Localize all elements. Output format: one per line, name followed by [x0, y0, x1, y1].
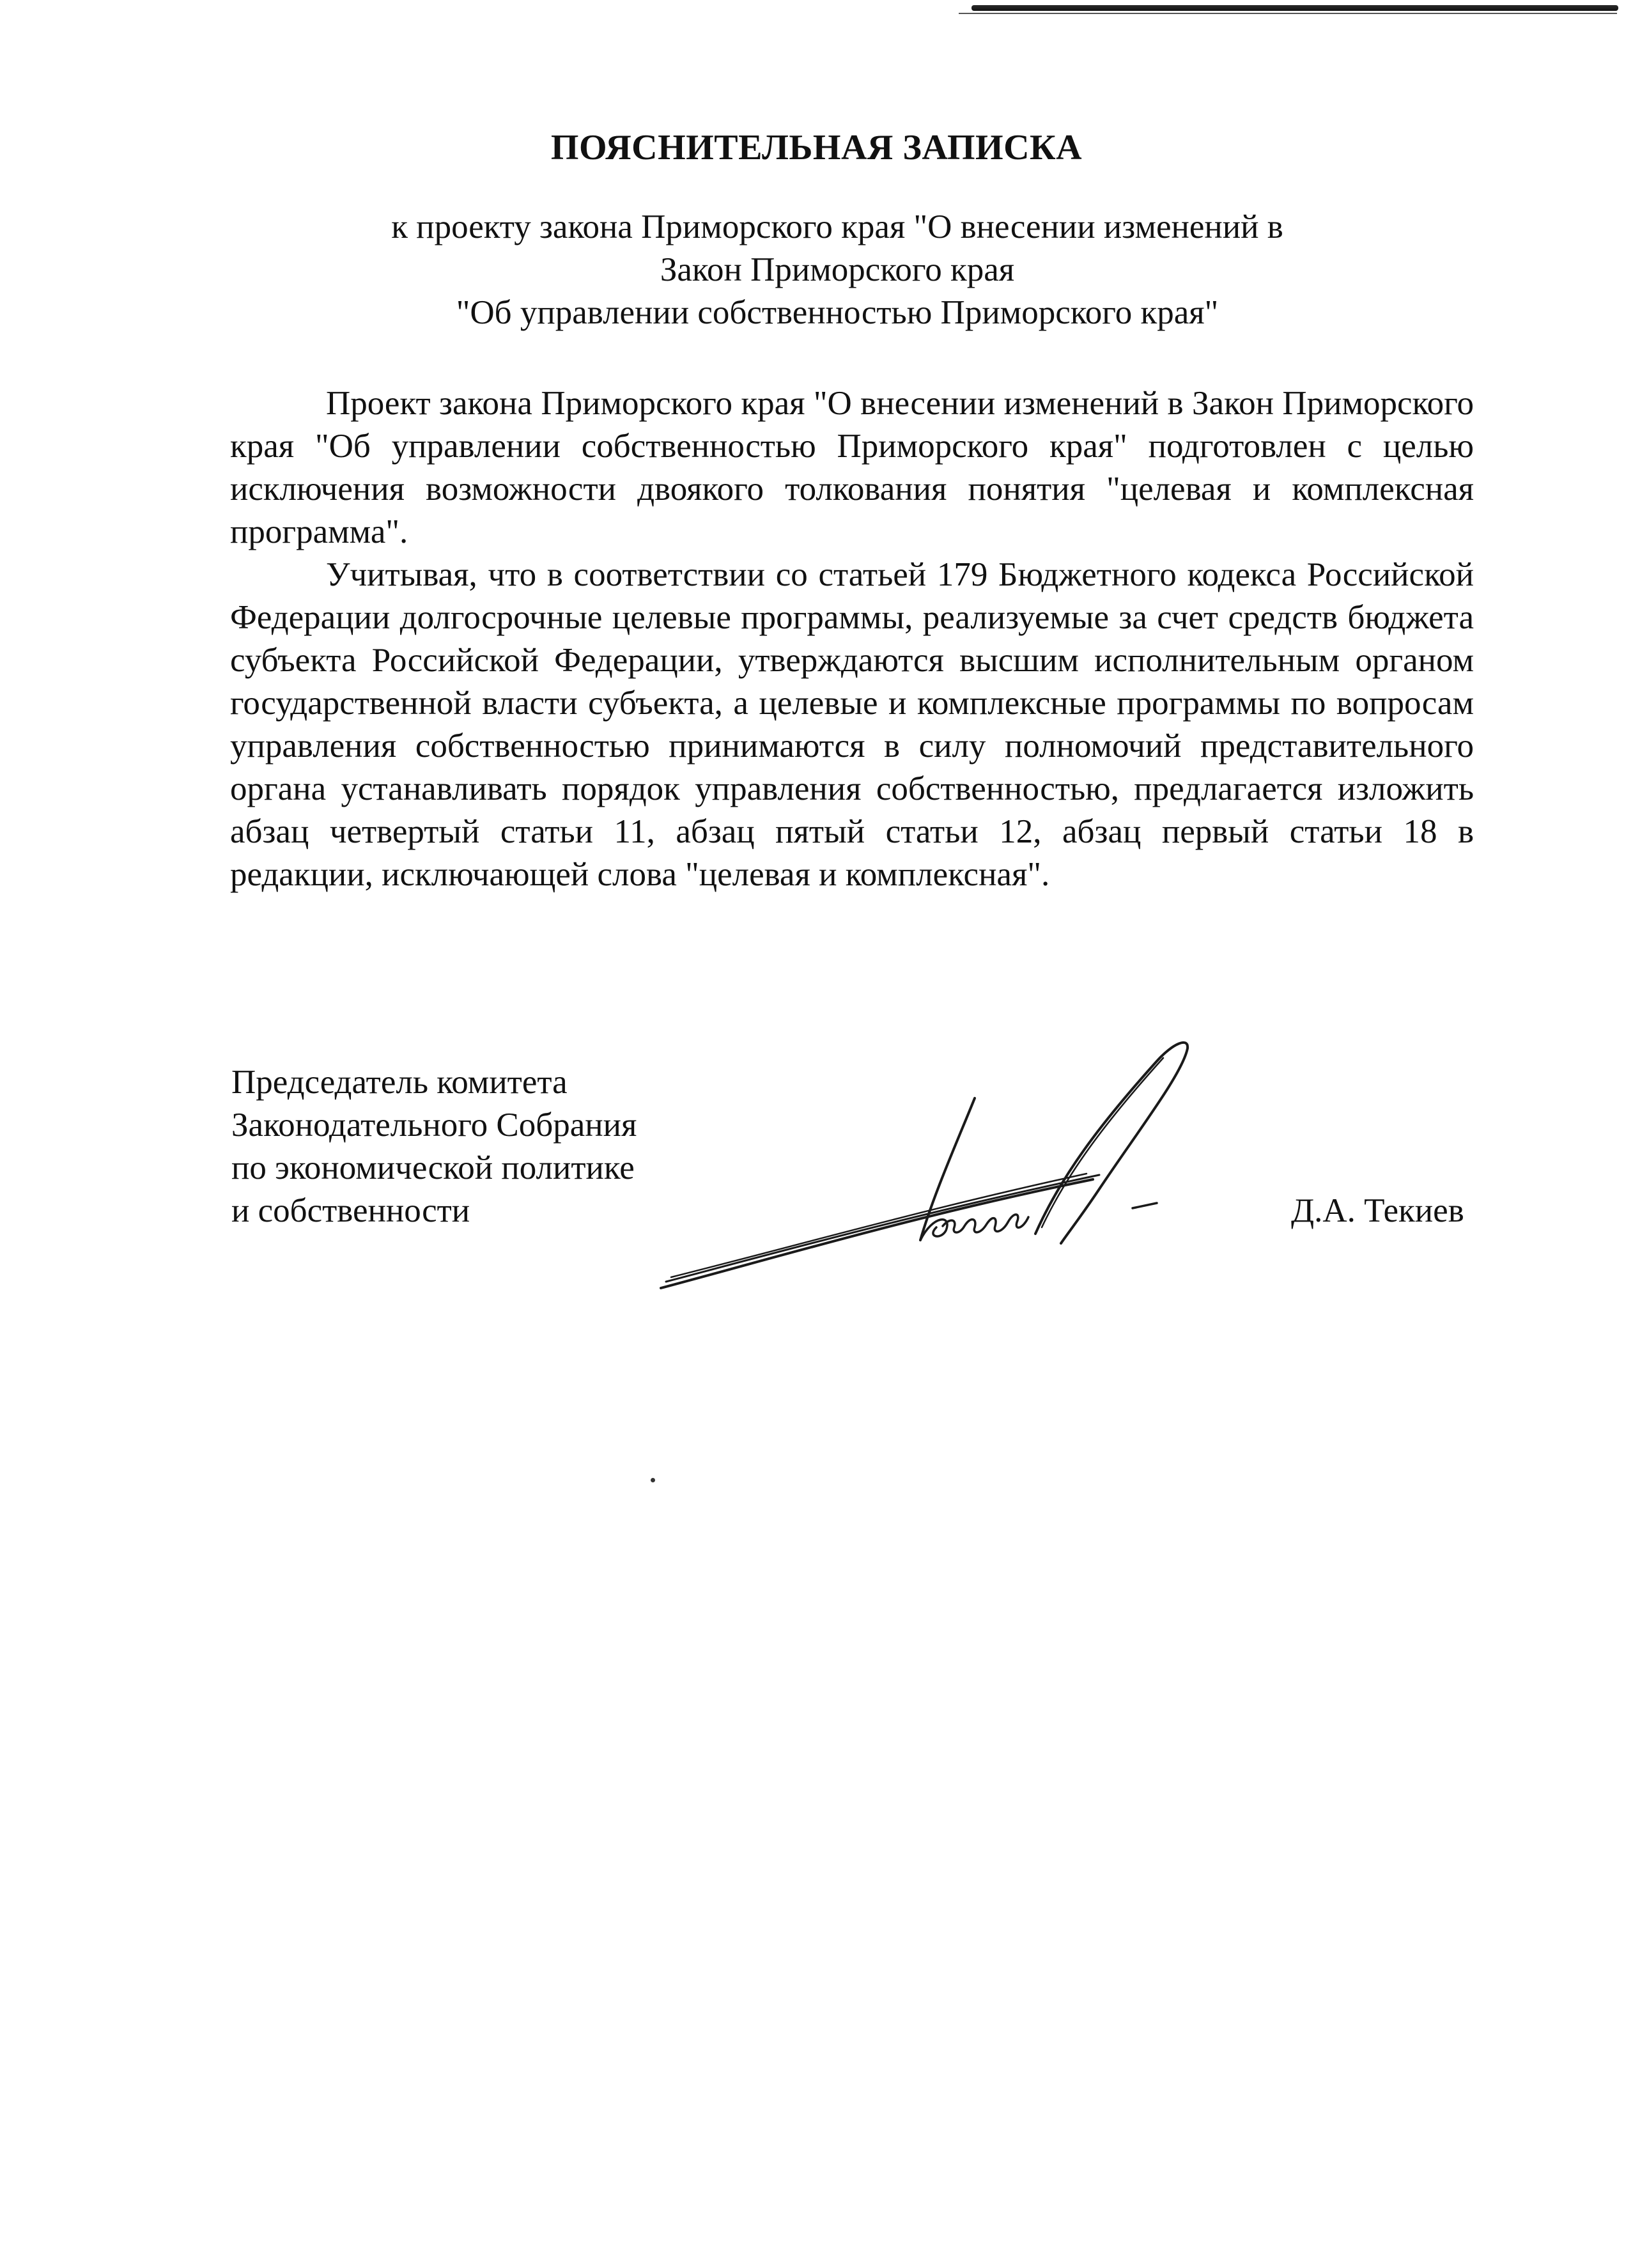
body-paragraph: Учитывая, что в соответствии со статьей 179 Бюджетного кодекса Российской Федерации долгосрочные целевые программы, реализуемые за счет средств бюджета субъекта Российской Федерации, утверждаются высшим исполнительным органом государственной власти субъекта, а целевые и комплексные программы по вопросам управления собственностью принимаются в силу полномочий представительного органа устанавливать порядок управления собственностью, предлагается изложить абзац четвертый статьи 11, абзац пятый статьи 12, абзац первый статьи 18 в редакции, исключающей слова "целевая и комплексная". [230, 556, 1474, 893]
handwritten-signature [652, 1023, 1278, 1317]
scan-top-rule-thin [959, 13, 1617, 14]
signer-position-line: Законодательного Собрания [231, 1107, 637, 1144]
document-subtitle [243, 206, 1432, 334]
signer-position-line: по экономической политике [231, 1149, 635, 1186]
signer-position-line: Председатель комитета [231, 1064, 568, 1101]
body-paragraph: Проект закона Приморского края "О внесении изменений в Закон Приморского края "Об управлении собственностью Приморского края" подготовлен с целью исключения возможности двоякого толкования понятия "целевая и комплексная программа". [230, 385, 1474, 550]
signer-position-line: и собственности [231, 1192, 470, 1229]
subtitle-line: "Об управлении собственностью Приморского края" [456, 294, 1219, 331]
signer-name: Д.А. Текиев [1291, 1192, 1464, 1229]
subtitle-line: к проекту закона Приморского края "О внесении изменений в [391, 208, 1283, 245]
document-body [230, 382, 1474, 896]
signer-position [231, 1061, 637, 1232]
scan-top-rule [971, 5, 1618, 11]
scan-speck [651, 1478, 655, 1482]
document-title: ПОЯСНИТЕЛЬНАЯ ЗАПИСКА [550, 128, 1083, 167]
subtitle-line: Закон Приморского края [660, 251, 1015, 288]
